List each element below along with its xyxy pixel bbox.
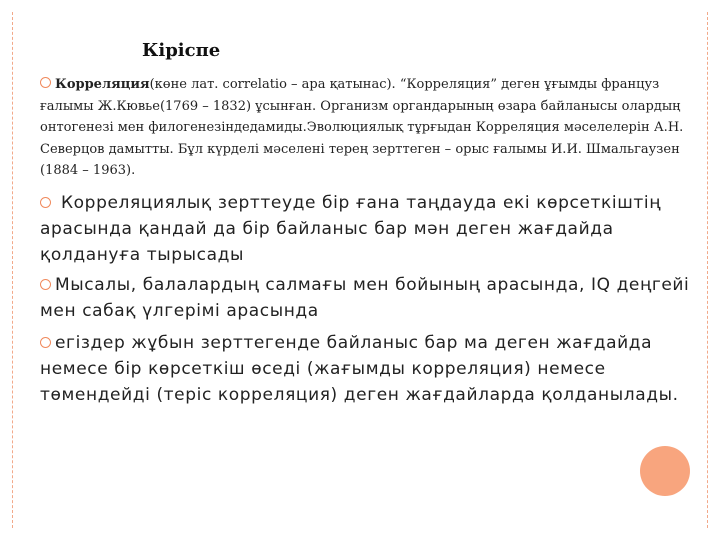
slide-content [40, 74, 690, 408]
bullet-item-correlation-definition [40, 74, 690, 182]
bullet-term: Корреляция [55, 77, 150, 92]
left-dashed-border [12, 12, 13, 528]
bullet-item-correlation-research [40, 190, 690, 268]
bullet-text: Мысалы, балалардың салмағы мен бойының арасында, IQ деңгейі мен сабақ үлгерімі арасында [40, 274, 690, 321]
decorative-circle [640, 446, 690, 496]
circle-bullet-icon [40, 77, 51, 88]
bullet-text: (көне лат. correlatio – ара қатынас). “Корреляция” деген ұғымды француз ғалымы Ж.Кювье(1769 – 1832) ұсынған. Организм органдарының өзара байланысы олардың онтогенезі мен филогенезіндедамиды.Эволюциялық тұрғыдан Корреляция мәселелерін А.Н. Северцов дамытты. Бұл күрделі мәселені терең зерттеген – орыс ғалымы И.И. Шмальгаузен (1884 – 1963). [40, 77, 684, 178]
slide-title: Кіріспе [142, 40, 221, 61]
bullet-item-twins [40, 330, 690, 408]
bullet-item-example [40, 272, 690, 324]
bullet-text: егіздер жұбын зерттегенде байланыс бар ма деген жағдайда немесе бір көрсеткіш өседі (жағымды корреляция) немесе төмендейді (теріс корреляция) деген жағдайларда қолданылады. [40, 332, 679, 405]
circle-bullet-icon [40, 337, 51, 348]
circle-bullet-icon [40, 279, 51, 290]
circle-bullet-icon [40, 197, 51, 208]
bullet-text: Корреляциялық зерттеуде бір ғана таңдауда екі көрсеткіштің арасында қандай да бір байланыс бар мән деген жағдайда қолдануға тырысады [40, 192, 662, 265]
right-dashed-border [707, 12, 708, 528]
